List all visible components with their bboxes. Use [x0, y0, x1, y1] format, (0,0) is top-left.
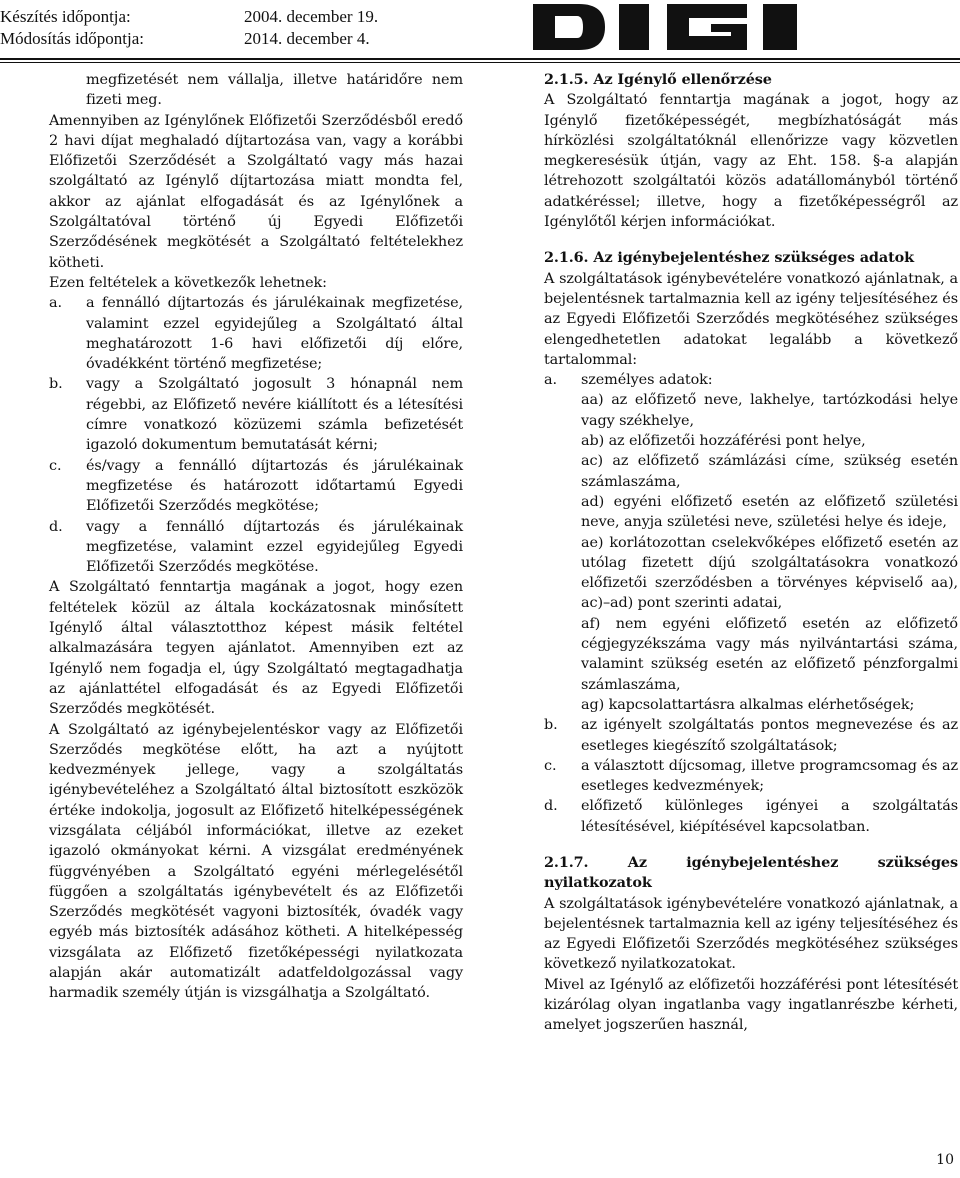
- left-paragraph-4: A Szolgáltató fenntartja magának a jogot, hogy ezen feltételek közül az általa kockázatosnak minősített Igénylő által választotthoz képest másik feltétel alkalmazására tegyen ajánlatot. Amennyiben ezt az Igénylő nem fogadja el, úgy Szolgáltató megtagadhatja az ajánlattétel elfogadását és az Egyedi Előfizetői Szerződés megkötését.: [49, 579, 463, 718]
- sub-list-item: ab) az előfizetői hozzáférési pont helye,: [581, 433, 866, 450]
- right-paragraph-3: A szolgáltatások igénybevételére vonatkozó ajánlatnak, a bejelentésnek tartalmaznia kell az igény teljesítéséhez és az Egyedi Előfizetői Szerződés megkötéséhez szükséges következő nyilatkozatokat.: [544, 895, 958, 973]
- sub-list-item: af) nem egyéni előfizető esetén az előfizető cégjegyzékszáma vagy más nyilvántartási száma, valamint szükség esetén az előfizető pénzforgalmi számlaszáma,: [581, 615, 958, 693]
- sub-list-item: ad) egyéni előfizető esetén az előfizető születési neve, anyja születési neve, születési helye és ideje,: [581, 493, 958, 531]
- sub-list: [544, 390, 958, 715]
- sub-list-item: ae) korlátozottan cselekvőképes előfizető esetén az utólag fizetett díjú szolgáltatásokra vonatkozó előfizetői szerződésben a törvényes képviselő aa), ac)–ad) pont szerinti adatai,: [581, 534, 958, 612]
- list-text: vagy a fennálló díjtartozás és járulékainak megfizetése, valamint ezzel egyidejűleg Egyedi Előfizetői Szerződés megkötése.: [86, 518, 463, 576]
- list-marker: c.: [544, 757, 557, 774]
- list-text: a választott díjcsomag, illetve programcsomag és az esetleges kedvezmények;: [581, 757, 958, 795]
- header-rule: [0, 58, 960, 60]
- list-item: [49, 456, 463, 517]
- right-paragraph-2: A szolgáltatások igénybevételére vonatkozó ajánlatnak, a bejelentésnek tartalmaznia kell az igény teljesítéséhez és az Egyedi Előfizetői Szerződés megkötéséhez szükséges elengedhetetlen adatokat legalább a következő tartalommal:: [544, 270, 958, 368]
- section-heading-2-1-6: 2.1.6. Az igénybejelentéshez szükséges adatok: [544, 249, 915, 267]
- section-heading-2-1-7: 2.1.7. Az igénybejelentéshez szükséges nyilatkozatok: [544, 853, 958, 892]
- left-paragraph-3: Ezen feltételek a következők lehetnek:: [49, 274, 327, 291]
- sub-list-item: aa) az előfizető neve, lakhelye, tartózkodási helye vagy székhelye,: [581, 392, 958, 429]
- list-item: [544, 796, 958, 837]
- list-text: az igényelt szolgáltatás pontos megnevezése és az esetleges kiegészítő szolgáltatások;: [581, 717, 958, 754]
- created-row: [0, 6, 378, 28]
- list-marker: b.: [544, 717, 558, 734]
- sub-list-item: ag) kapcsolattartásra alkalmas elérhetőségek;: [581, 696, 915, 713]
- modified-row: [0, 28, 378, 50]
- spacer: [544, 232, 958, 248]
- created-label: Készítés időpontja:: [0, 7, 131, 26]
- right-paragraph-4: Mivel az Igénylő az előfizetői hozzáférési pont létesítését kizárólag olyan ingatlanba vagy ingatlanrészbe kérheti, amelyet jogszerűen használ,: [544, 976, 958, 1034]
- spacer: [544, 837, 958, 853]
- list-marker: a.: [49, 295, 62, 312]
- list-marker: d.: [544, 798, 558, 815]
- list-item: [544, 756, 958, 797]
- list-item: [49, 517, 463, 578]
- list-marker: c.: [49, 457, 62, 474]
- list-text: vagy a Szolgáltató jogosult 3 hónapnál nem régebbi, az Előfizető nevére kiállított és a létesítési címre vonatkozó közüzemi számla befizetését igazoló dokumentum bemutatását kérni;: [86, 376, 463, 454]
- list-text: személyes adatok:: [581, 372, 713, 389]
- digi-logo-mark: [533, 2, 829, 52]
- list-item: [544, 370, 958, 390]
- modified-value: 2014. december 4.: [244, 29, 370, 48]
- modified-label: Módosítás időpontja:: [0, 29, 145, 48]
- page-number: 10: [936, 1152, 954, 1168]
- right-column: [544, 70, 958, 1036]
- list-text: előfizető különleges igényei a szolgáltatás létesítésével, kiépítésével kapcsolatban.: [581, 798, 958, 835]
- sub-list-item: ac) az előfizető számlázási címe, szükség esetén számlaszáma,: [581, 453, 958, 490]
- list-marker: b.: [49, 376, 63, 393]
- created-value: 2004. december 19.: [244, 7, 379, 26]
- left-paragraph-2: Amennyiben az Igénylőnek Előfizetői Szerződésből eredő 2 havi díjat meghaladó díjtartozása van, vagy a korábbi Előfizetői Szerződését a Szolgáltató vagy más hazai szolgáltató az Igénylő díjtartozása miatt mondta fel, akkor az ajánlat elfogadását és az Igénylőnek a Szolgáltatóval történő új Egyedi Előfizetői Szerződésének megkötését a Szolgáltató feltételekhez kötheti.: [49, 112, 463, 271]
- list-text: és/vagy a fennálló díjtartozás és járulékainak megfizetése és határozott időtartamú Egyedi Előfizetői Szerződés megkötése;: [86, 457, 463, 515]
- section-heading-2-1-5: 2.1.5. Az Igénylő ellenőrzése: [544, 71, 772, 88]
- right-paragraph-1: A Szolgáltató fenntartja magának a jogot, hogy az Igénylő fizetőképességét, megbízhatóságát más hírközlési szolgáltatóknál ellenőrizze vagy közvetlen megkeresésük útján, vagy az Eht. 158. §-a alapján létrehozott szolgáltatói közös adatállományból történő adatkéréssel; illetve, hogy a fizetőképességről az Igénylőtől kérjen információkat.: [544, 92, 958, 231]
- list-item: [544, 715, 958, 756]
- list-text: a fennálló díjtartozás és járulékainak megfizetése, valamint ezzel egyidejűleg a Szolgáltató által meghatározott 1-6 havi előfizetői díj előre, óvadékként történő megfizetése;: [86, 295, 463, 373]
- header-rule-thin: [0, 62, 960, 63]
- list-item: [49, 293, 463, 374]
- list-marker: a.: [544, 372, 557, 389]
- document-header-meta: [0, 6, 378, 50]
- digi-logo: [533, 2, 829, 52]
- left-paragraph-5: A Szolgáltató az igénybejelentéskor vagy az Előfizetői Szerződés megkötése előtt, ha azt a nyújtott kedvezmények jellege, vagy a szolgáltatás igénybevételéhez a Szolgáltató által biztosított eszközök értéke indokolja, jogosult az Előfizető hitelképességének vizsgálata céljából információkat, illetve az ezeket igazoló okmányokat kérni. A vizsgálat eredményének függvényében a Szolgáltató egyéni mérlegelésétől függően a szolgáltatás igénybevételt és az Előfizetői Szerződés megkötését vagyoni biztosíték, óvadék vagy egyéb más biztosíték adásához kötheti. A hitelképesség vizsgálata az Előfizető fizetőképességi nyilatkozata alapján akár automatizált adatfeldolgozással vagy harmadik személy útján is vizsgálhatja a Szolgáltató.: [49, 721, 463, 1002]
- left-column: [49, 70, 463, 1004]
- left-paragraph-1: megfizetését nem vállalja, illetve határidőre nem fizeti meg.: [86, 72, 463, 109]
- list-item: [49, 374, 463, 455]
- list-marker: d.: [49, 518, 63, 535]
